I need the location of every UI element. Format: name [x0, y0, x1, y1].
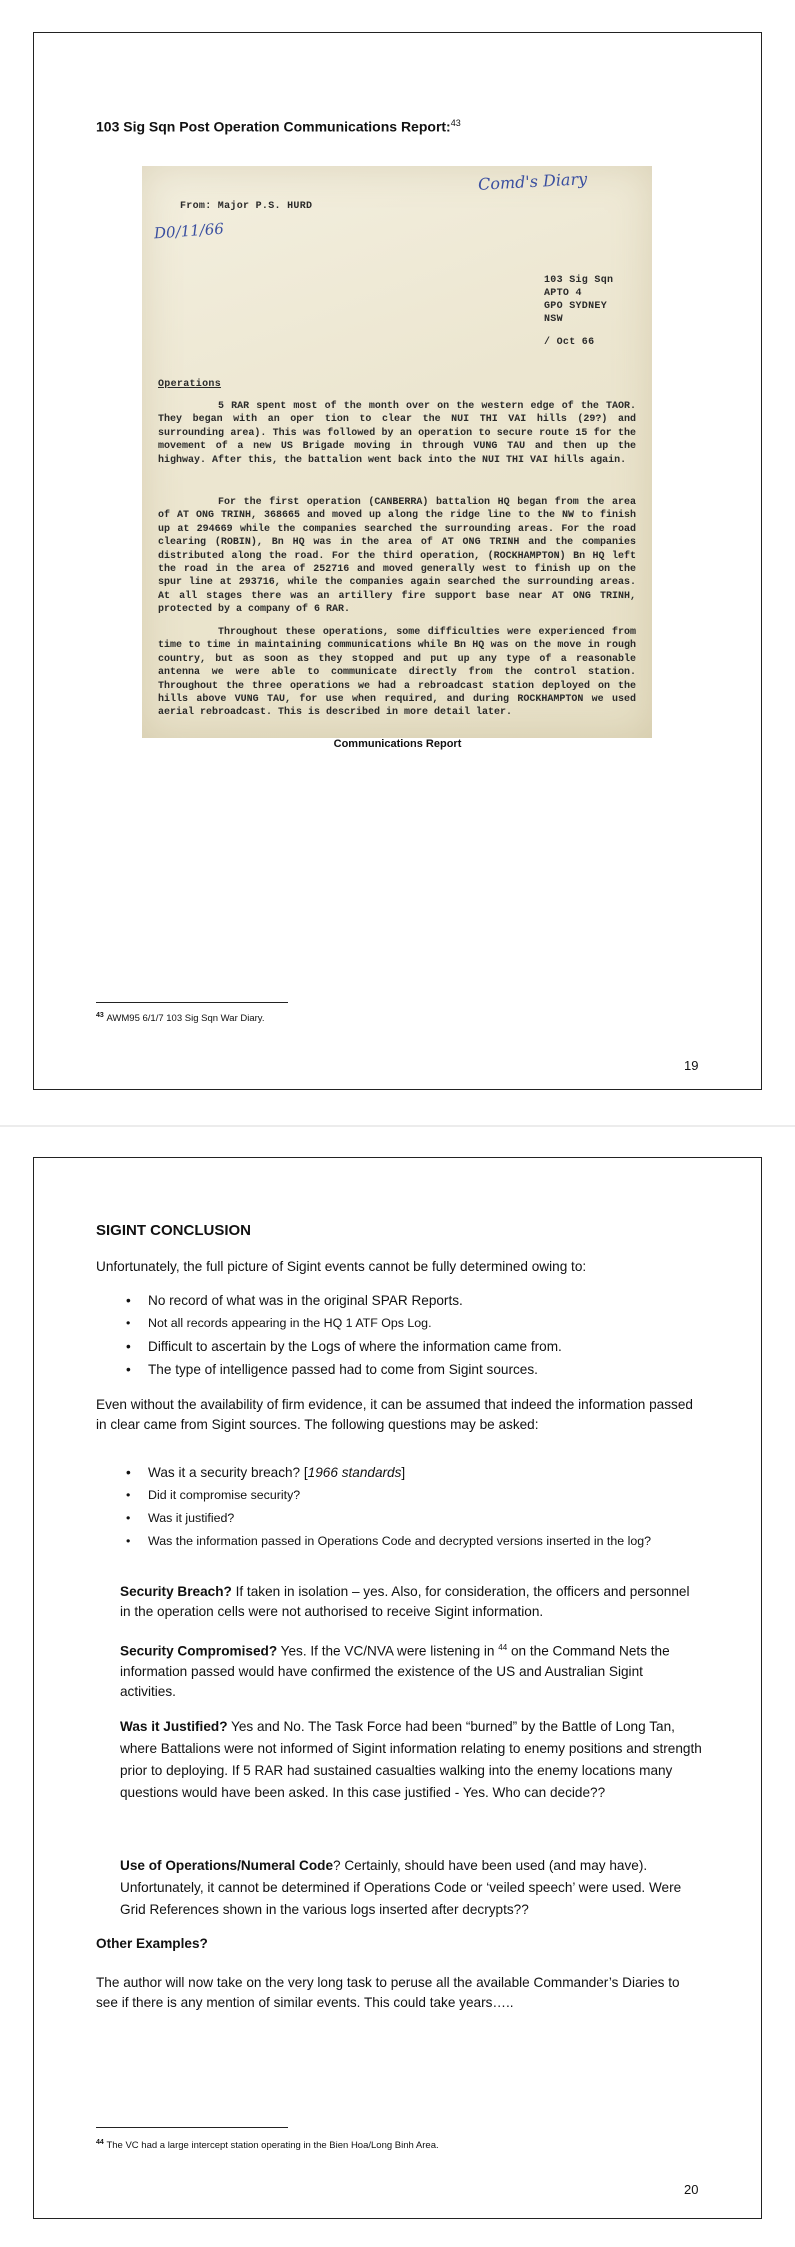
footnote-number: 44 [96, 2139, 104, 2146]
operations-code-label: Use of Operations/Numeral Code [120, 1858, 334, 1873]
closing-paragraph: The author will now take on the very long task to peruse all the available Commander’s Diaries to see if there is any mention of similar events. This could take years….. [96, 1975, 680, 2010]
list-item: • No record of what was in the original SPAR Reports. [96, 1289, 716, 1312]
section-heading: SIGINT CONCLUSION [96, 1222, 252, 1239]
operations-code-text: ? Certainly, should have been used (and may have). Unfortunately, it cannot be determined if Operations Code or ‘veiled speech’ were used. Were Grid References shown in the various logs inserted after decrypts?? [120, 1858, 682, 1917]
memo-address-line: APTO 4 [544, 288, 582, 299]
page-number: 20 [684, 2182, 699, 2197]
list-item [96, 1461, 736, 1484]
justified-label: Was it Justified? [120, 1719, 228, 1734]
report-heading [96, 118, 461, 135]
memo-date: / Oct 66 [544, 337, 595, 348]
operations-code-paragraph [120, 1855, 702, 1921]
security-breach-paragraph [120, 1582, 702, 1622]
justified-paragraph [120, 1716, 702, 1804]
questions-list [96, 1461, 736, 1553]
footnote-text: AWM95 6/1/7 103 Sig Sqn War Diary. [106, 1013, 265, 1025]
footnote-rule [96, 1002, 288, 1003]
memo-address [544, 274, 613, 349]
memo-address-line: 103 Sig Sqn [544, 275, 614, 286]
footnote-text: The VC had a large intercept station operating in the Bien Hoa/Long Binh Area. [106, 2140, 439, 2152]
security-compromised-paragraph [120, 1638, 702, 1702]
list-item: • The type of intelligence passed had to come from Sigint sources. [96, 1358, 716, 1381]
other-examples-heading: Other Examples? [96, 1936, 208, 1951]
memo-paragraph-2: For the first operation (CANBERRA) battalion HQ began from the area of AT ONG TRINH, 368665 and moved up along the ridge line to the NW to finish up at 294669 while the companies searched the surrounding areas. For the road clearing (ROBIN), Bn HQ was in the area of AT ONG TRINH and the companies distributed along the road. For the third operation, (ROCKHAMPTON) Bn HQ left the road in the area of 252716 and moved generally west to finish up on the spur line at 293716, while the companies again searched the surrounding areas. At all stages there was an artillery fire support base near AT ONG TRINH, protected by a company of 6 RAR. [158, 497, 636, 616]
memo-operations-heading: Operations [158, 379, 222, 390]
report-heading-text: 103 Sig Sqn Post Operation Communications Report: [96, 118, 451, 135]
footnote-rule [96, 2127, 288, 2128]
memo-paragraph-1: 5 RAR spent most of the month over on the western edge of the TAOR. They began with an oper tion to clear the NUI THI VAI hills (29?) and surrounding area). This was followed by an operation to secure route 15 for the movement of a new US Brigade moving in through VUNG TAU and then up the highway. After this, the battalion went back into the NUI THI VAI hills again. [158, 401, 636, 466]
list-item: • Difficult to ascertain by the Logs of where the information came from. [96, 1335, 716, 1358]
justified-text: Yes and No. The Task Force had been “burned” by the Battle of Long Tan, where Battalions were not informed of Sigint information relating to enemy positions and strength prior to deploying. If 5 RAR had sustained casualties walking into the enemy locations many questions would have been asked. In this case justified - Yes. Who can decide?? [120, 1719, 702, 1800]
image-caption: Communications Report [333, 738, 462, 750]
security-compromised-text: Yes. If the VC/NVA were listening in [277, 1643, 499, 1659]
security-breach-label: Security Breach? [120, 1584, 232, 1599]
memo-paragraph-3: Throughout these operations, some difficulties were experienced from time to time in maintaining communications while Bn HQ was on the move in rough country, but as soon as they stopped and put up any type of a reasonable antenna we were able to communicate directly from the control station. Throughout the three operations we had a rebroadcast station deployed on the hills above VUNG TAU, for use when required, and during ROCKHAMPTON we used aerial rebroadcast. This is described in more detail later. [158, 627, 636, 719]
evidence-paragraph: Even without the availability of firm evidence, it can be assumed that indeed the information passed in clear came from Sigint sources. The following questions may be asked: [96, 1397, 693, 1432]
footnote-44 [96, 2139, 439, 2151]
list-item: • Was the information passed in Operations Code and decrypted versions inserted in the log? [96, 1530, 736, 1553]
page-number: 19 [684, 1058, 699, 1073]
scanned-memo-image [142, 166, 652, 738]
question-text-end: ] [401, 1465, 406, 1480]
memo-from-line: From: Major P.S. HURD [180, 201, 313, 212]
footnote-43 [96, 1012, 264, 1024]
question-italic: 1966 standards [307, 1465, 402, 1480]
intro-paragraph: Unfortunately, the full picture of Sigint events cannot be fully determined owing to: [96, 1259, 587, 1274]
memo-address-line: NSW [544, 314, 563, 325]
footnote-ref-43[interactable]: 43 [450, 118, 461, 128]
footnote-number: 43 [96, 1012, 104, 1019]
list-item: • Not all records appearing in the HQ 1 ATF Ops Log. [96, 1312, 716, 1335]
memo-handwritten-date: D0/11/66 [153, 219, 225, 243]
security-breach-text: If taken in isolation – yes. Also, for consideration, the officers and personnel in the operation cells were not authorised to receive Sigint information. [120, 1584, 690, 1619]
question-text: Was it a security breach? [ [148, 1465, 308, 1480]
footnote-ref-44[interactable]: 44 [498, 1643, 508, 1652]
list-item: • Was it justified? [96, 1507, 736, 1530]
list-item: • Did it compromise security? [96, 1484, 736, 1507]
security-compromised-text-2: on the Command Nets the information passed would have confirmed the existence of the US and Australian Sigint activities. [120, 1643, 670, 1699]
memo-address-line: GPO SYDNEY [544, 301, 608, 312]
security-compromised-label: Security Compromised? [120, 1643, 278, 1659]
page-20 [0, 1127, 795, 2247]
memo-handwritten-note: Comd's Diary [477, 169, 588, 194]
limitations-list [96, 1289, 716, 1381]
